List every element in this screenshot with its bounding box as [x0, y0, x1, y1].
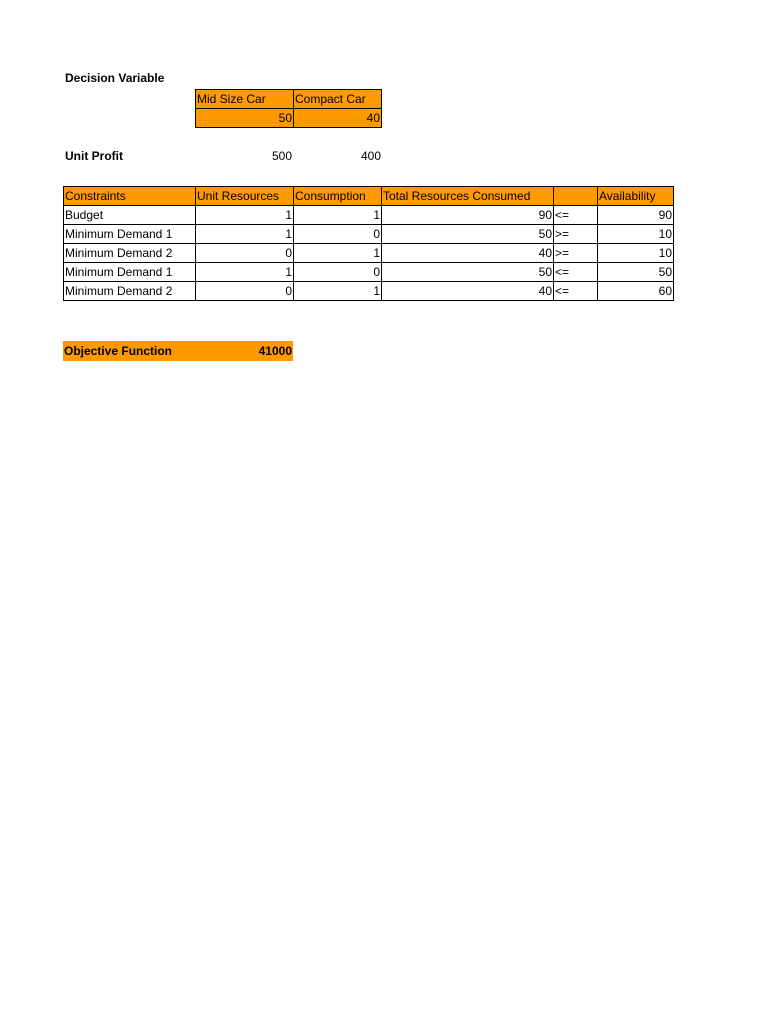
constraint-name-cell[interactable]: Minimum Demand 1 — [64, 263, 196, 282]
constraint-name-cell[interactable]: Minimum Demand 1 — [64, 225, 196, 244]
constraint-name-cell[interactable]: Budget — [64, 206, 196, 225]
decision-variable-value-row — [196, 109, 382, 128]
table-row — [64, 282, 674, 301]
consumption-header[interactable]: Consumption — [294, 187, 382, 206]
unit-resources-cell[interactable]: 0 — [196, 282, 294, 301]
constraint-name-cell[interactable]: Minimum Demand 2 — [64, 282, 196, 301]
sign-cell[interactable]: <= — [554, 206, 598, 225]
total-resources-cell[interactable]: 50 — [382, 263, 554, 282]
consumption-cell[interactable]: 1 — [294, 244, 382, 263]
constraints-header[interactable]: Constraints — [64, 187, 196, 206]
consumption-cell[interactable]: 1 — [294, 206, 382, 225]
sign-cell[interactable]: >= — [554, 244, 598, 263]
consumption-cell[interactable]: 0 — [294, 225, 382, 244]
objective-function-label: Objective Function — [64, 344, 173, 358]
total-resources-consumed-header[interactable]: Total Resources Consumed — [382, 187, 554, 206]
sign-cell[interactable]: <= — [554, 282, 598, 301]
availability-cell[interactable]: 50 — [598, 263, 674, 282]
mid-size-car-header[interactable]: Mid Size Car — [196, 90, 294, 109]
total-resources-cell[interactable]: 40 — [382, 282, 554, 301]
objective-function-value[interactable]: 41000 — [258, 344, 292, 358]
decision-variable-header-row — [196, 90, 382, 109]
unit-profit-mid-size[interactable]: 500 — [271, 149, 292, 163]
unit-resources-cell[interactable]: 1 — [196, 263, 294, 282]
consumption-cell[interactable]: 1 — [294, 282, 382, 301]
unit-profit-compact[interactable]: 400 — [360, 149, 381, 163]
mid-size-car-value[interactable]: 50 — [196, 109, 294, 128]
availability-header[interactable]: Availability — [598, 187, 674, 206]
objective-function-bar — [63, 341, 293, 361]
table-row — [64, 244, 674, 263]
decision-variable-table — [195, 89, 382, 128]
table-row — [64, 206, 674, 225]
constraints-header-row — [64, 187, 674, 206]
unit-resources-cell[interactable]: 1 — [196, 206, 294, 225]
constraints-table — [63, 186, 674, 301]
unit-resources-cell[interactable]: 0 — [196, 244, 294, 263]
compact-car-header[interactable]: Compact Car — [294, 90, 382, 109]
decision-variable-title: Decision Variable — [65, 71, 165, 85]
availability-cell[interactable]: 60 — [598, 282, 674, 301]
constraint-name-cell[interactable]: Minimum Demand 2 — [64, 244, 196, 263]
availability-cell[interactable]: 90 — [598, 206, 674, 225]
unit-resources-header[interactable]: Unit Resources — [196, 187, 294, 206]
table-row — [64, 225, 674, 244]
compact-car-value[interactable]: 40 — [294, 109, 382, 128]
total-resources-cell[interactable]: 40 — [382, 244, 554, 263]
consumption-cell[interactable]: 0 — [294, 263, 382, 282]
unit-resources-cell[interactable]: 1 — [196, 225, 294, 244]
availability-cell[interactable]: 10 — [598, 225, 674, 244]
unit-profit-label: Unit Profit — [65, 149, 123, 163]
sign-cell[interactable]: <= — [554, 263, 598, 282]
total-resources-cell[interactable]: 50 — [382, 225, 554, 244]
availability-cell[interactable]: 10 — [598, 244, 674, 263]
table-row — [64, 263, 674, 282]
sign-cell[interactable]: >= — [554, 225, 598, 244]
total-resources-cell[interactable]: 90 — [382, 206, 554, 225]
sign-header[interactable] — [554, 187, 598, 206]
